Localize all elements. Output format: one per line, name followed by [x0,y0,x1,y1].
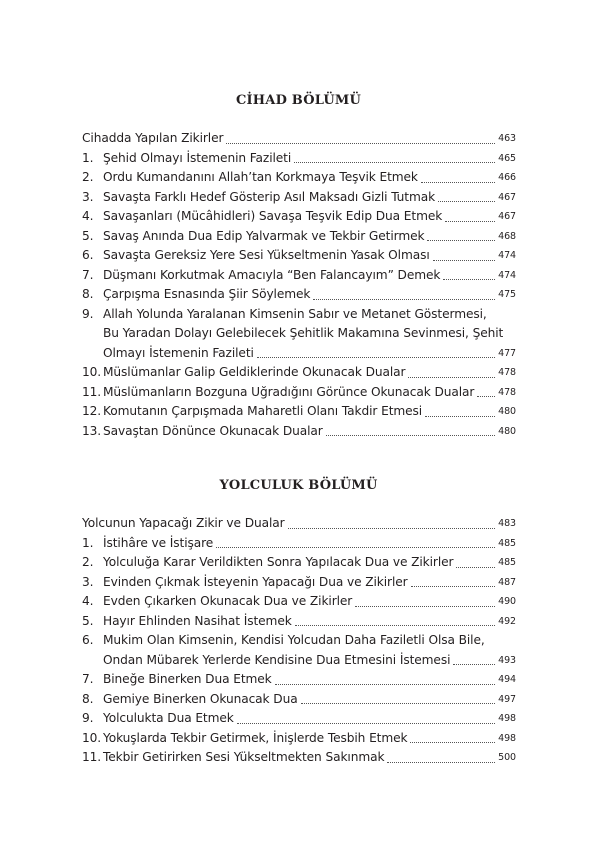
dot-leader [408,376,495,378]
entry-number: 6. [82,248,94,262]
page-number: 480 [498,425,516,437]
entry-number: 1. [82,535,94,550]
dot-leader [456,566,495,568]
entry-number: 3. [82,574,94,589]
page-number: 485 [498,537,516,549]
entry-title-line: İstihâre ve İstişare [103,535,214,550]
page-number: 498 [498,732,516,744]
entry-title-line: Mukim Olan Kimsenin, Kendisi Yolcudan Daha Faziletli Olsa Bile, [103,633,485,647]
page-number: 463 [498,133,516,144]
toc-entry [82,402,516,422]
dot-leader [301,702,496,704]
page-number: 465 [498,152,516,164]
entry-title-line: Olmayı İstemenin Fazileti [103,345,254,360]
entry-title-line: Çarpışma Esnasında Şiir Söylemek [103,287,311,301]
page-number: 485 [498,557,516,568]
toc-entry [82,285,516,305]
dot-leader [313,298,495,300]
page-number: 480 [498,406,516,417]
dot-leader [425,415,495,417]
entry-title-line: Savaşta Gereksiz Yere Sesi Yükseltmenin Yasak Olması [103,248,430,262]
entry-title-line: Komutanın Çarpışmada Maharetli Olanı Takdir Etmesi [103,404,423,418]
dot-leader [387,761,495,763]
dot-leader [438,200,495,202]
toc-entry [82,305,516,364]
entry-number: 1. [82,150,94,165]
toc-entry [82,149,516,169]
dot-leader [275,683,496,685]
entry-number: 5. [82,613,94,628]
entry-title-line: Düşmanı Korkutmak Amacıyla “Ben Falancayım” Demek [103,267,441,282]
entry-title-line: Evden Çıkarken Okunacak Dua ve Zikirler [103,594,353,608]
toc-entry [82,631,516,670]
entry-number: 2. [82,170,94,184]
entry-title-line: Yolcunun Yapacağı Zikir ve Dualar [82,516,285,530]
toc-entry [82,709,516,729]
page-number: 494 [498,674,516,685]
dot-leader [433,259,496,261]
page-number: 468 [498,230,516,242]
entry-number: 10. [82,730,102,745]
page-number: 493 [498,654,516,666]
toc-entry [82,207,516,227]
entry-title-line: Gemiye Binerken Okunacak Dua [103,691,298,706]
dot-leader [445,220,495,222]
entry-number: 7. [82,267,94,282]
entry-number: 10. [82,365,102,379]
entry-title-line: Şehid Olmayı İstemenin Fazileti [103,150,292,165]
page-number: 487 [498,576,516,588]
entry-number: 9. [82,711,94,725]
entry-number: 8. [82,691,94,706]
toc-entry [82,188,516,208]
toc-entry [82,383,516,403]
entry-number: 13. [82,423,102,438]
dot-leader [443,278,495,280]
page-number: 497 [498,693,516,705]
section-title-cihad: CİHAD BÖLÜMÜ [235,93,362,108]
entry-title-line: Tekbir Getirirken Sesi Yükseltmekten Sakınmak [103,750,385,764]
toc-list-cihad [82,129,516,441]
toc-entry [82,363,516,383]
dot-leader [427,239,495,241]
entry-number: 3. [82,189,94,204]
entry-number: 9. [82,306,94,321]
page-number: 467 [498,191,516,203]
toc-entry [82,168,516,188]
entry-title-line: Bineğe Binerken Dua Etmek [103,672,272,686]
page-number: 474 [498,269,516,281]
dot-leader [326,434,495,436]
toc-entry [82,514,516,534]
dot-leader [411,585,496,587]
entry-title-line: Yolculukta Dua Etmek [103,711,234,725]
toc-entry [82,670,516,690]
entry-number: 11. [82,750,102,764]
entry-title-line: Cihadda Yapılan Zikirler [82,131,224,145]
dot-leader [410,741,495,743]
toc-entry [82,534,516,554]
dot-leader [294,161,495,163]
toc-entry [82,227,516,247]
toc-entry [82,748,516,768]
entry-number: 5. [82,228,94,243]
page-number: 474 [498,250,516,261]
entry-number: 2. [82,555,94,569]
entry-title-line: Yolculuğa Karar Verildikten Sonra Yapılacak Dua ve Zikirler [103,555,454,569]
entry-title-line: Müslümanlar Galip Geldiklerinde Okunacak Dualar [103,365,406,379]
entry-title-line: Savaş Anında Dua Edip Yalvarmak ve Tekbir Getirmek [103,228,425,243]
entry-number: 8. [82,287,94,301]
dot-leader [216,546,495,548]
entry-title-line: Evinden Çıkmak İsteyenin Yapacağı Dua ve Zikirler [103,574,408,589]
dot-leader [257,356,495,358]
toc-entry [82,246,516,266]
toc-entry [82,553,516,573]
entry-number: 12. [82,404,102,418]
page-number: 466 [498,172,516,183]
toc-entry [82,573,516,593]
entry-title-line: Savaşta Farklı Hedef Gösterip Asıl Maksadı Gizli Tutmak [103,189,436,204]
toc-entry [82,422,516,442]
toc-entry [82,592,516,612]
section-title-yolculuk: YOLCULUK BÖLÜMÜ [219,478,378,493]
entry-number: 11. [82,384,102,399]
toc-entry [82,729,516,749]
entry-number: 7. [82,672,94,686]
page-number: 478 [498,386,516,398]
page-number: 483 [498,518,516,529]
page-number: 498 [498,713,516,724]
dot-leader [453,663,495,665]
entry-number: 4. [82,209,94,223]
page-number: 492 [498,615,516,627]
dot-leader [421,181,495,183]
dot-leader [355,605,495,607]
toc-entry [82,690,516,710]
entry-title-line: Savaştan Dönünce Okunacak Dualar [103,423,323,438]
dot-leader [295,624,495,626]
dot-leader [477,395,495,397]
toc-entry [82,266,516,286]
page-number: 490 [498,596,516,607]
page-number: 478 [498,367,516,378]
entry-title-line: Bu Yaradan Dolayı Gelebilecek Şehitlik Makamına Sevinmesi, Şehit [103,326,504,340]
toc-entry [82,129,516,149]
entry-title-line: Ondan Mübarek Yerlerde Kendisine Dua Etmesini İstemesi [103,652,451,667]
entry-title-line: Müslümanların Bozguna Uğradığını Görünce Okunacak Dualar [103,384,475,399]
entry-title-line: Hayır Ehlinden Nasihat İstemek [103,613,292,628]
page-number: 477 [498,347,516,359]
entry-title-line: Allah Yolunda Yaralanan Kimsenin Sabır ve Metanet Göstermesi, [103,306,487,321]
page-number: 467 [498,211,516,222]
page-number: 500 [498,752,516,763]
dot-leader [288,527,496,529]
entry-title-line: Savaşanları (Mücâhidleri) Savaşa Teşvik Edip Dua Etmek [103,209,443,223]
dot-leader [226,142,495,144]
entry-title-line: Yokuşlarda Tekbir Getirmek, İnişlerde Tesbih Etmek [103,730,408,745]
entry-title-line: Ordu Kumandanını Allah’tan Korkmaya Teşvik Etmek [103,170,418,184]
entry-number: 4. [82,594,94,608]
page-number: 475 [498,289,516,300]
dot-leader [237,722,495,724]
toc-list-yolculuk [82,514,516,768]
entry-number: 6. [82,633,94,647]
toc-entry [82,612,516,632]
